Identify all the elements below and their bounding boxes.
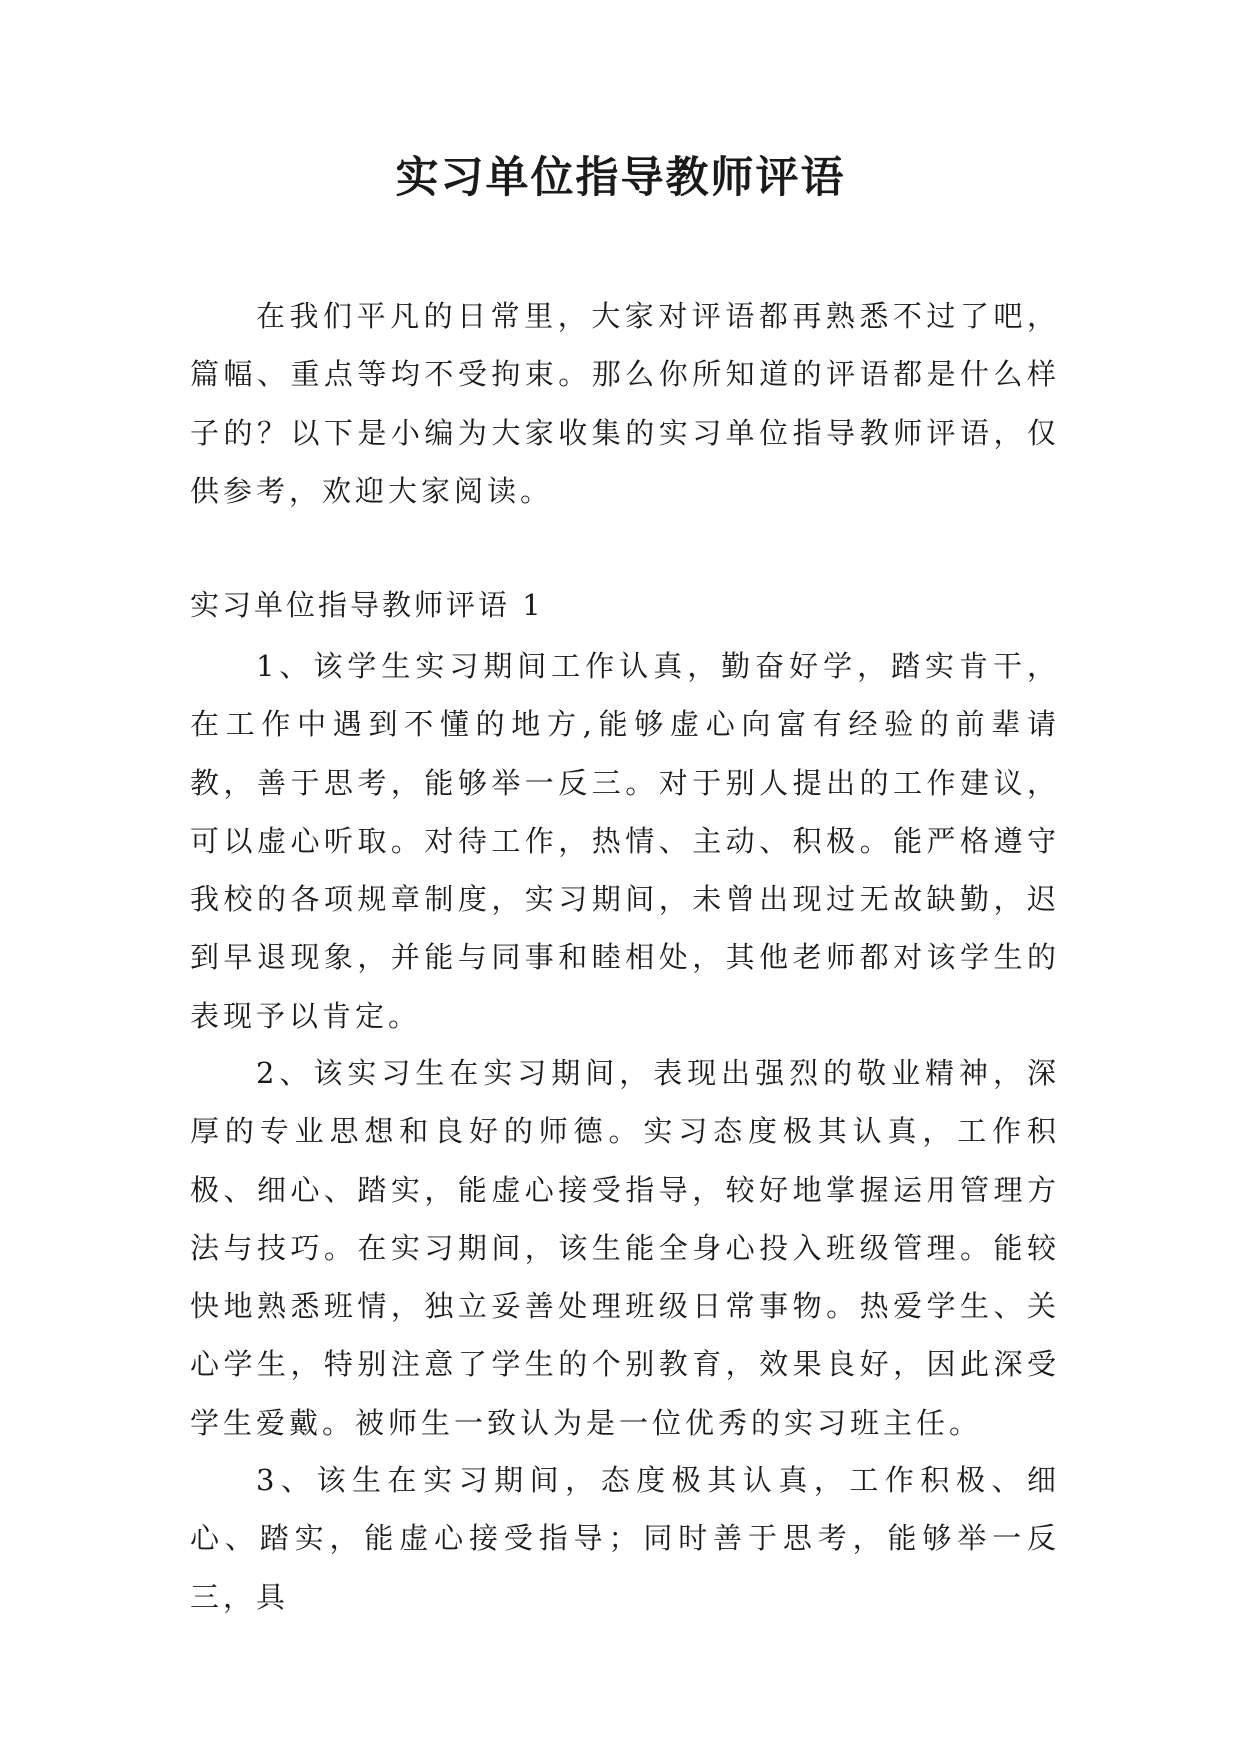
comment-item-2: 2、该实习生在实习期间，表现出强烈的敬业精神，深厚的专业思想和良好的师德。实习态度极其认真，工作积极、细心、踏实，能虚心接受指导，较好地掌握运用管理方法与技巧。在实习期间，该生能全身心投入班级管理。能较快地熟悉班情，独立妥善处理班级日常事物。热爱学生、关心学生，特别注意了学生的个别教育，效果良好，因此深受学生爱戴。被师生一致认为是一位优秀的实习班主任。 [190, 1056, 1060, 1440]
intro-paragraph: 在我们平凡的日常里，大家对评语都再熟悉不过了吧，篇幅、重点等均不受拘束。那么你所知道的评语都是什么样子的？以下是小编为大家收集的实习单位指导教师评语，仅供参考，欢迎大家阅读。 [190, 299, 1060, 508]
comment-item-3: 3、该生在实习期间，态度极其认真，工作积极、细心、踏实，能虚心接受指导；同时善于思考，能够举一反三，具 [190, 1463, 1060, 1614]
document-title: 实习单位指导教师评语 [395, 153, 846, 203]
section-heading: 实习单位指导教师评语 1 [190, 588, 544, 622]
comment-item-1: 1、该学生实习期间工作认真，勤奋好学，踏实肯干，在工作中遇到不懂的地方,能够虚心向富有经验的前辈请教，善于思考，能够举一反三。对于别人提出的工作建议，可以虚心听取。对待工作，热情、主动、积极。能严格遵守我校的各项规章制度，实习期间，未曾出现过无故缺勤，迟到早退现象，并能与同事和睦相处，其他老师都对该学生的表现予以肯定。 [190, 649, 1060, 1033]
